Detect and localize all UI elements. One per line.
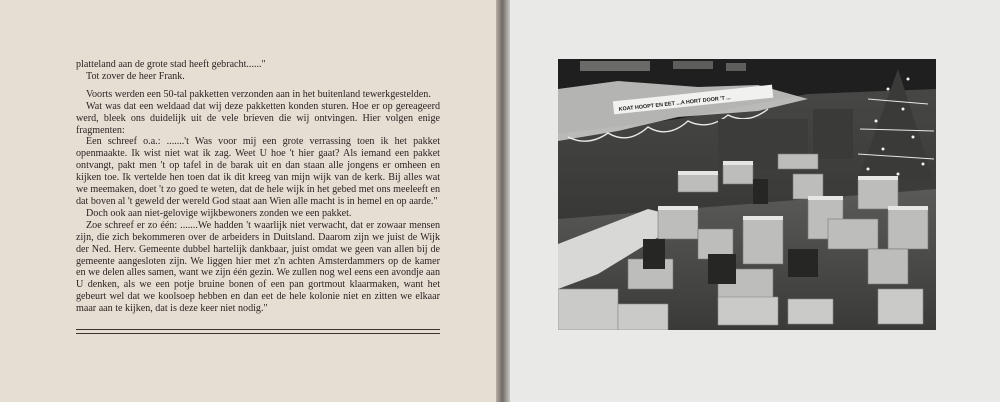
paragraph: Tot zover de heer Frank. [86, 70, 185, 82]
paragraph: Wat was dat een weldaad dat wij deze pakketten konden sturen. Hoe er op gereageerd werd, bleek ons duidelijk uit de vele brieven die wij ontvingen. Hier volgen enige fragmenten: [76, 100, 440, 136]
paragraph: Doch ook aan niet-gelovige wijkbewoners zonden we een pakket. [86, 207, 352, 219]
photo-illustration [558, 59, 936, 330]
bottom-rule-top [76, 329, 440, 330]
paragraph: Een schreef o.a.: .......'t Was voor mij een grote verrassing toen ik het pakket openmaakte. Ik wist niet wat ik zag. Weet U hoe 't hier gaat? Als iemand een pakket ontvangt, pakt men 't op tafel in de barak uit en dan staan alle jongens er omheen en kijken toe. Ik vertelde hen toen dat ik dit kreeg van mijn wijk van de kerk. Bij alles wat we meemaken, doet 't zo goed te weten, dat de hele wijk in het gebed met ons meeleeft en dat boven al 't geweld der wereld God staat aan Wien alle macht is in hemel en op aarde." [76, 136, 440, 207]
paragraph: platteland aan de grote stad heeft gebracht......" [76, 59, 266, 70]
left-page-text [76, 59, 440, 315]
book-gutter [496, 0, 510, 402]
paragraph: Voorts werden een 50-tal pakketten verzonden aan in het buitenland tewerkgestelden. [86, 88, 431, 100]
photograph [558, 59, 936, 330]
bottom-rule-bottom [76, 333, 440, 334]
paragraph: Zoe schreef er zo één: .......We hadden 't waarlijk niet verwacht, dat er zowaar mensen zijn, die zich bekommeren over de arbeiders in Duitsland. Daarom zijn we juist de Wijk der Ned. Herv. Gemeente dubbel hartelijk dankbaar, juist omdat we geen van allen bij de gemeente aangesloten zijn. We liggen hier met z'n achten Amsterdammers op de kamer en we delen alles samen, want we zijn één gezin. We zullen nog wel eens een avondje aan U denken, als we een potje bruine bonen of een pan gortmout klaarmaken, want het gebeurt wel dat we koolsoep hebben en dan eet de hele kolonie niet en zitten we elkaar maar aan te kijken, dat is deze keer niet nodig." [76, 219, 440, 315]
banner-text: KOAT HOOPT EN EET ...A HORT DOOR 'T ... [618, 95, 732, 113]
